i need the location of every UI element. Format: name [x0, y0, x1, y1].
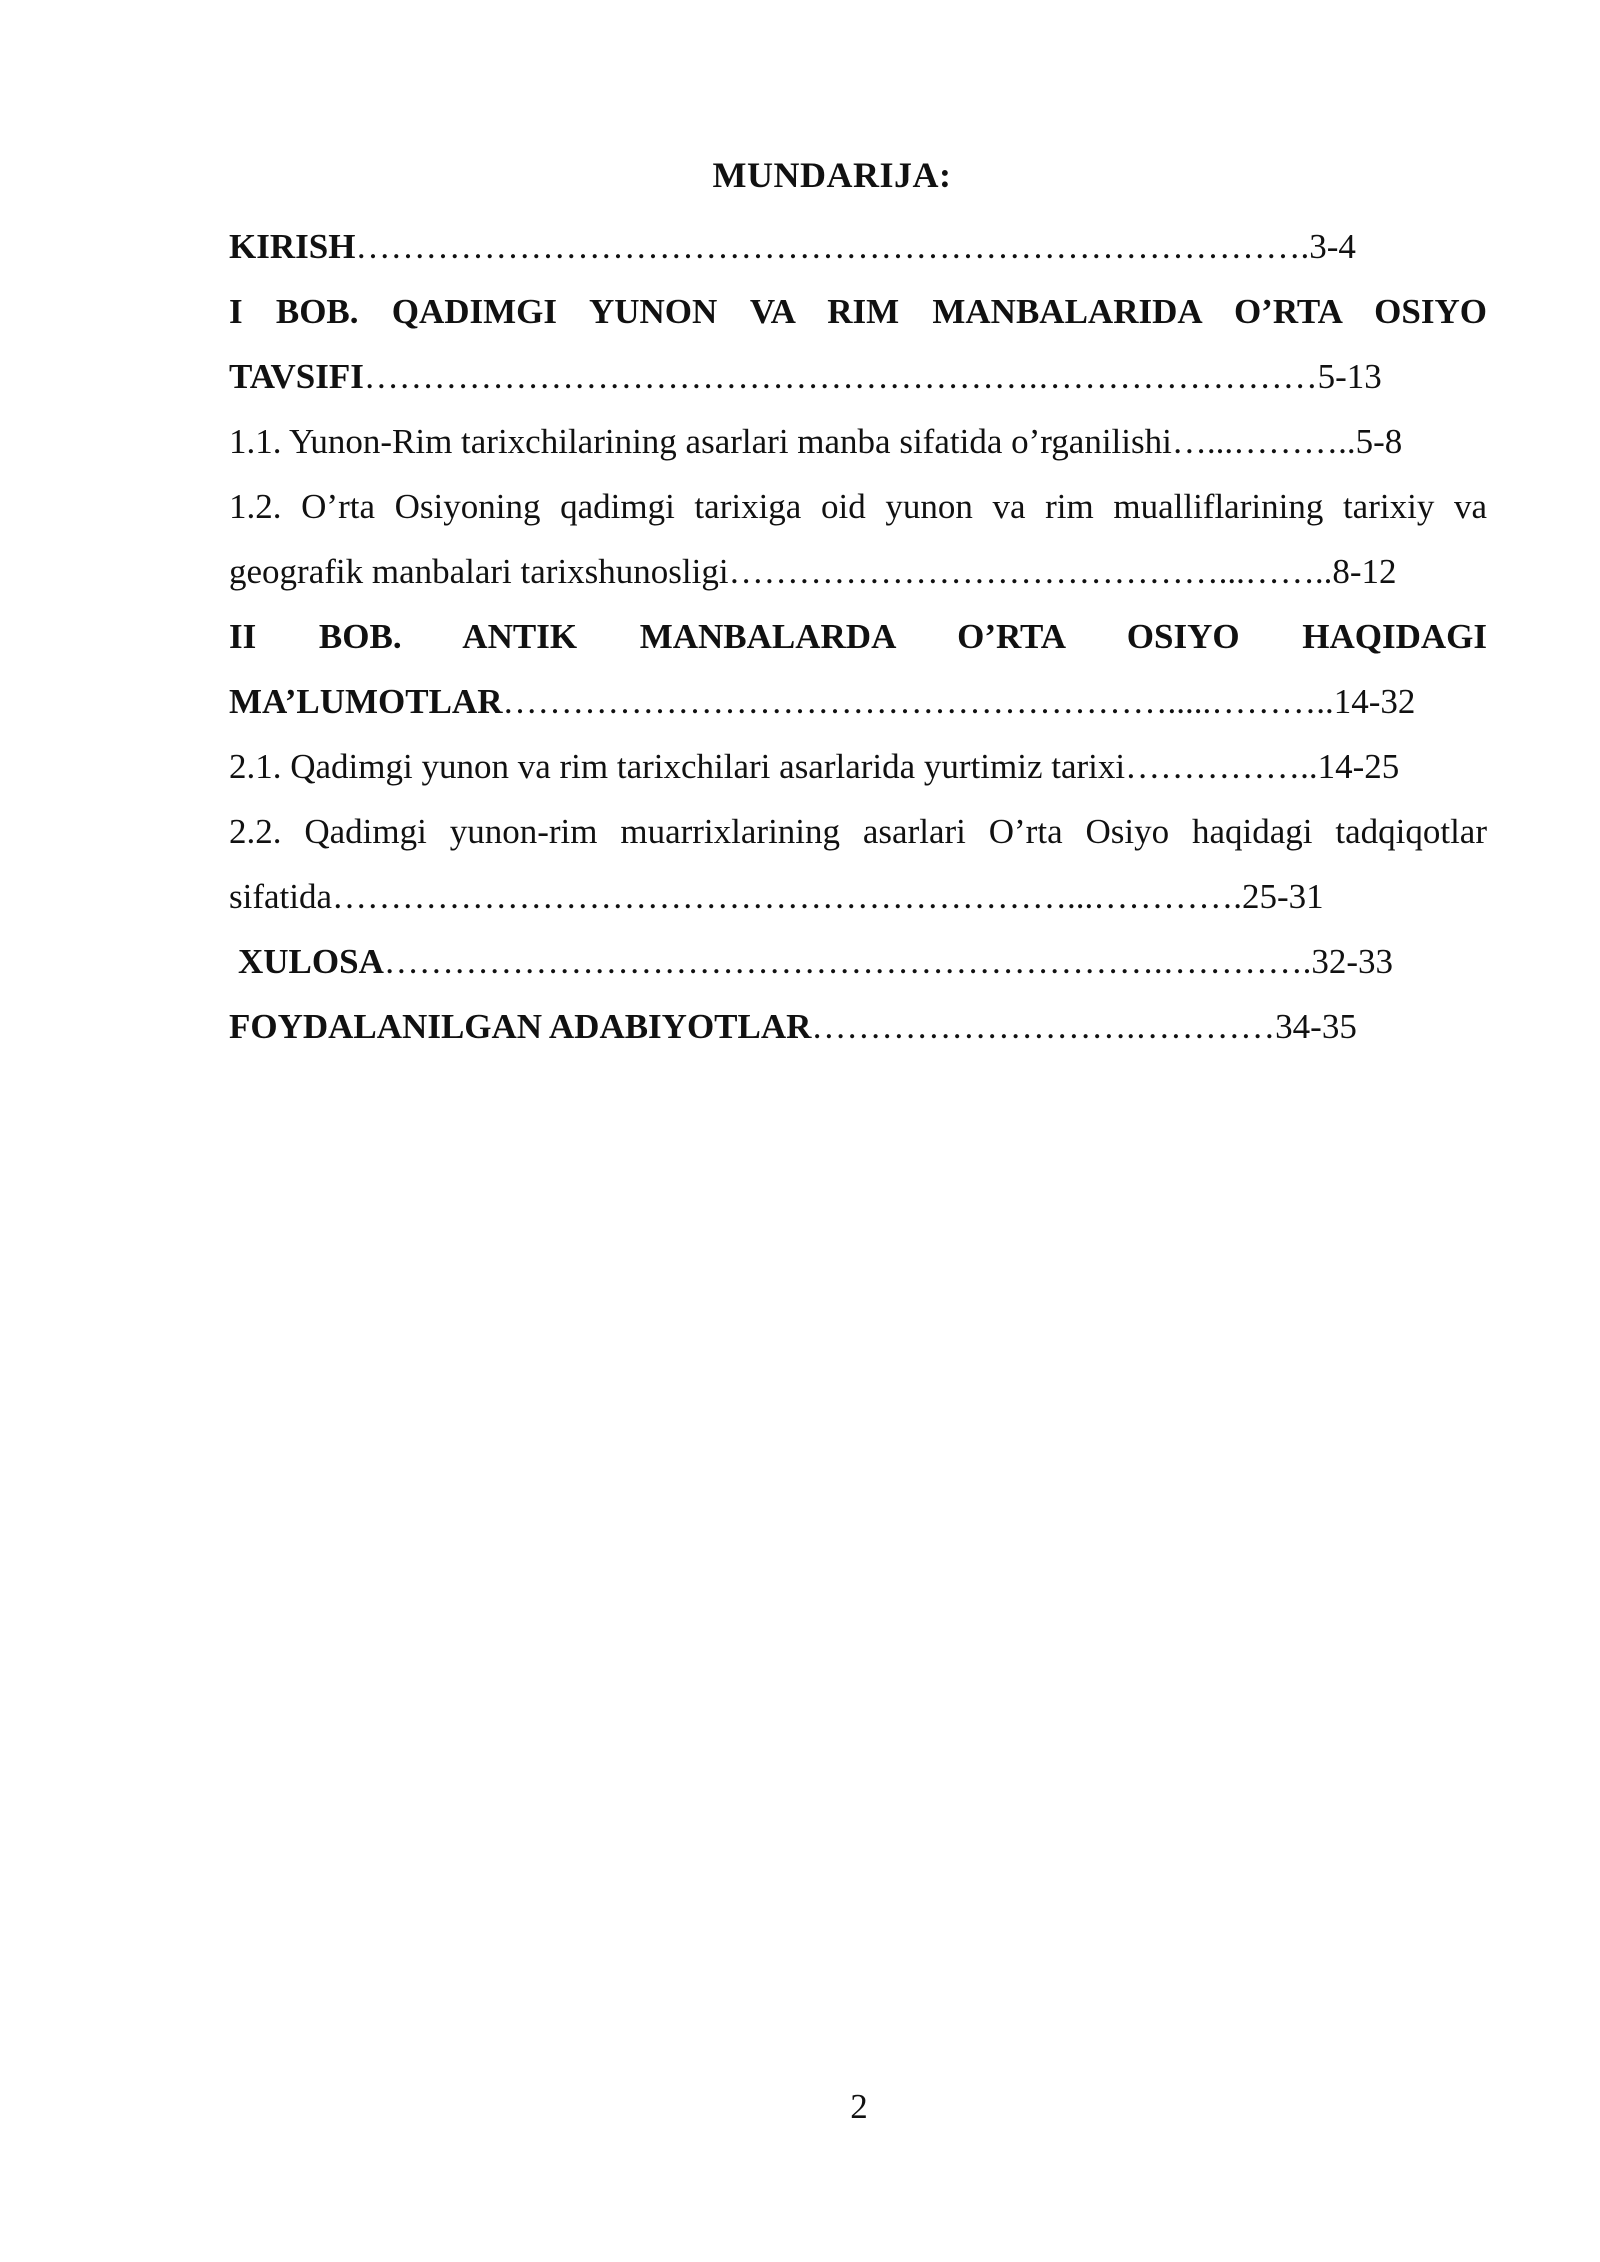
toc-entry-chapter-1 [229, 279, 1487, 409]
table-of-contents [229, 214, 1487, 1059]
toc-entry-leader: ………………………………………………….....………..14-32 [502, 682, 1416, 721]
toc-entry-section-2-2 [229, 799, 1487, 929]
toc-entry-text: 2.2. Qadimgi yunon-rim muarrixlarining asarlari O’rta Osiyo haqidagi tadqiqotlar sifatida [229, 812, 1487, 916]
toc-entry-section-1-1 [229, 409, 1487, 474]
toc-entry-leader: …...………..5-8 [1171, 422, 1403, 461]
toc-entry-kirish [229, 214, 1487, 279]
toc-entry-leader: ………………………………………………….……………………5-13 [363, 357, 1382, 396]
toc-entry-leader: ……………………….…………34-35 [811, 1007, 1357, 1046]
toc-entry-text: FOYDALANILGAN ADABIYOTLAR [229, 1007, 812, 1046]
toc-entry-bibliography [229, 994, 1487, 1059]
toc-entry-leader: ……………………………………...……..8-12 [728, 552, 1397, 591]
page-number: 2 [850, 2087, 868, 2126]
toc-entry-leader: ……………………………………………………………………….3-4 [355, 227, 1356, 266]
toc-entry-chapter-2 [229, 604, 1487, 734]
toc-entry-section-2-1 [229, 734, 1487, 799]
toc-entry-text: 2.1. Qadimgi yunon va rim tarixchilari asarlarida yurtimiz tarixi [229, 747, 1126, 786]
toc-entry-text: 1.2. O’rta Osiyoning qadimgi tarixiga oid yunon va rim mualliflarining tarixiy va geografik manbalari tarixshunosligi [229, 487, 1487, 591]
toc-entry-leader: ………………………………………………………...………….25-31 [332, 877, 1324, 916]
toc-entry-text: KIRISH [229, 227, 356, 266]
toc-title: MUNDARIJA: [712, 155, 952, 195]
toc-entry-text: II BOB. ANTIK MANBALARDA O’RTA OSIYO HAQIDAGI MA’LUMOTLAR [229, 617, 1487, 721]
toc-entry-text: 1.1. Yunon-Rim tarixchilarining asarlari manba sifatida o’rganilishi [229, 422, 1172, 461]
toc-entry-leader: ………………………………………………………….………….32-33 [383, 942, 1394, 981]
toc-entry-section-1-2 [229, 474, 1487, 604]
toc-entry-leader: ……………..14-25 [1125, 747, 1400, 786]
toc-entry-xulosa [229, 929, 1487, 994]
toc-entry-text: I BOB. QADIMGI YUNON VA RIM MANBALARIDA O’RTA OSIYO TAVSIFI [229, 292, 1487, 396]
toc-entry-text: XULOSA [238, 942, 384, 981]
